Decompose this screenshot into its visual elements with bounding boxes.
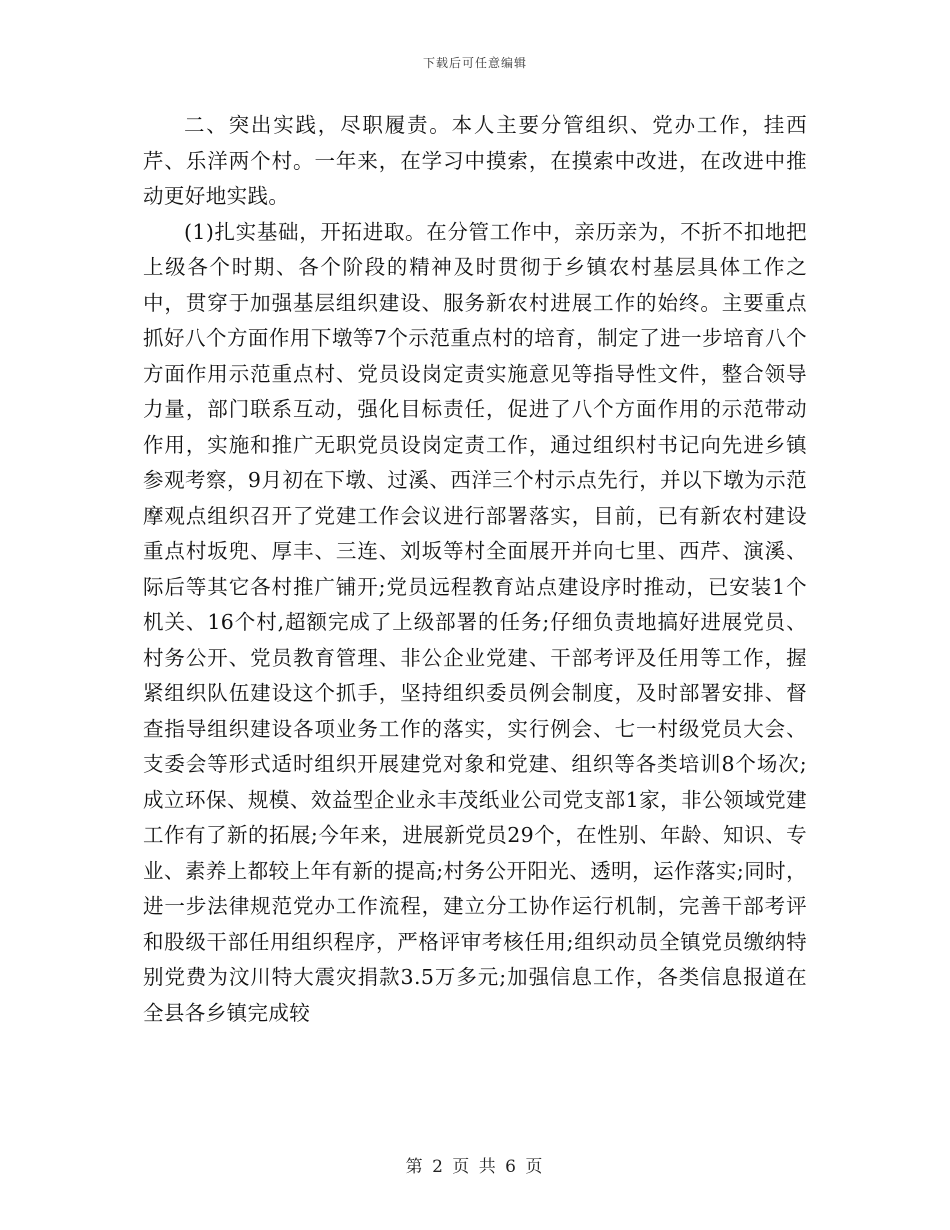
header-note: 下载后可任意编辑 [422,56,527,70]
paragraph-practice: 二、突出实践，尽职履责。本人主要分管组织、党办工作，挂西芹、乐洋两个村。一年来，在学习中摸索，在摸索中改进，在改进中推动更好地实践。 [143,113,807,208]
document-body [143,108,807,1031]
paragraph-foundation: (1)扎实基础，开拓进取。在分管工作中，亲历亲为，不折不扣地把上级各个时期、各个阶段的精神及时贯彻于乡镇农村基层具体工作之中，贯穿于加强基层组织建设、服务新农村进展工作的始终。主要重点抓好八个方面作用下墩等7个示范重点村的培育，制定了进一步培育八个方面作用示范重点村、党员设岗定责实施意见等指导性文件，整合领导力量，部门联系互动，强化目标责任，促进了八个方面作用的示范带动作用，实施和推广无职党员设岗定责工作，通过组织村书记向先进乡镇参观考察，9月初在下墩、过溪、西洋三个村示点先行，并以下墩为示范摩观点组织召开了党建工作会议进行部署落实，目前，已有新农村建设重点村坂兜、厚丰、三连、刘坂等村全面展开并向七里、西芹、演溪、际后等其它各村推广铺开;党员远程教育站点建设序时推动，已安装1个机关、16个村,超额完成了上级部署的任务;仔细负责地搞好进展党员、村务公开、党员教育管理、非公企业党建、干部考评及任用等工作，握紧组织队伍建设这个抓手，坚持组织委员例会制度，及时部署安排、督查指导组织建设各项业务工作的落实，实行例会、七一村级党员大会、支委会等形式适时组织开展建党对象和党建、组织等各类培训8个场次;成立环保、规模、效益型企业永丰茂纸业公司党支部1家，非公领域党建工作有了新的拓展;今年来，进展新党员29个，在性别、年龄、知识、专业、素养上都较上年有新的提高;村务公开阳光、透明，运作落实;同时，进一步法律规范党办工作流程，建立分工协作运行机制，完善干部考评和股级干部任用组织程序，严格评审考核任用;组织动员全镇党员缴纳特别党费为汶川特大震灾捐款3.5万多元;加强信息工作，各类信息报道在全县各乡镇完成较 [143,219,807,1025]
page-number: 第 2 页 共 6 页 [405,1157,545,1177]
